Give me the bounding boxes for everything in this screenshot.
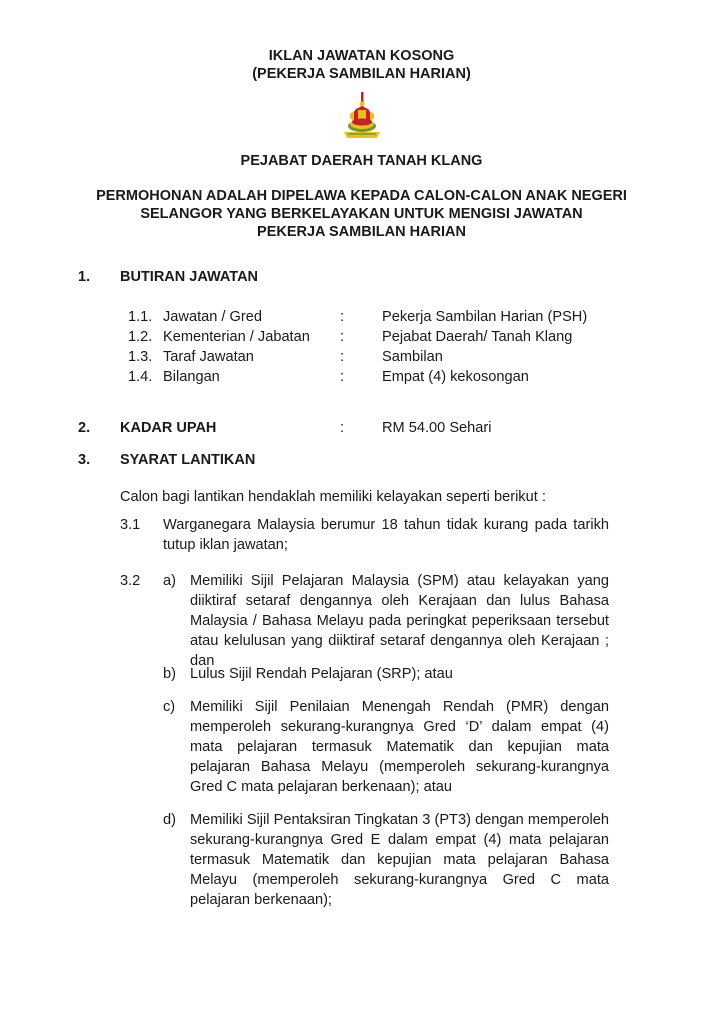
subitem-label: b) bbox=[163, 666, 176, 682]
section-1-title: BUTIRAN JAWATAN bbox=[120, 269, 259, 285]
document-title: IKLAN JAWATAN KOSONG bbox=[268, 48, 455, 64]
section-2-title: KADAR UPAH bbox=[120, 420, 217, 436]
row-label: Kementerian / Jabatan bbox=[163, 329, 310, 345]
row-separator: : bbox=[340, 309, 345, 325]
subitem-label: a) bbox=[163, 573, 176, 589]
row-value: Pekerja Sambilan Harian (PSH) bbox=[382, 309, 588, 325]
document-subtitle: (PEKERJA SAMBILAN HARIAN) bbox=[252, 66, 471, 82]
section-2-number: 2. bbox=[78, 420, 91, 436]
item-3-1-text: Warganegara Malaysia berumur 18 tahun tidak kurang pada tarikh tutup iklan jawatan; bbox=[163, 517, 609, 553]
office-heading: PEJABAT DAERAH TANAH KLANG bbox=[240, 153, 483, 169]
section-3-number: 3. bbox=[78, 452, 91, 468]
row-number: 1.4. bbox=[128, 369, 153, 385]
subitem-label: c) bbox=[163, 699, 176, 715]
row-separator: : bbox=[340, 349, 345, 365]
intro-line-1: PERMOHONAN ADALAH DIPELAWA KEPADA CALON-CALON ANAK NEGERI bbox=[96, 188, 627, 204]
subitem-text: Memiliki Sijil Pentaksiran Tingkatan 3 (PT3) dengan memperoleh sekurang-kurangnya Gred E dalam empat (4) mata pelajaran termasuk Matematik dan kepujian mata pelajaran Bahasa Melayu (memperoleh sekurang-kurangnya Gred C mata pelajaran berkenaan); bbox=[190, 812, 609, 908]
intro-line-2: SELANGOR YANG BERKELAYAKAN UNTUK MENGISI JAWATAN bbox=[140, 206, 583, 222]
row-label: Bilangan bbox=[163, 369, 220, 385]
subitem-text: Memiliki Sijil Pelajaran Malaysia (SPM) atau kelayakan yang diiktiraf setaraf dengannya oleh Kerajaan dan lulus Bahasa Malaysia / Bahasa Melayu pada peringkat peperiksaan tersebut atau kelulusan yang diiktiraf setaraf dengannya oleh Kerajaan ; dan bbox=[190, 573, 609, 669]
row-label: Taraf Jawatan bbox=[163, 349, 254, 365]
row-number: 1.1. bbox=[128, 309, 153, 325]
row-number: 1.3. bbox=[128, 349, 153, 365]
row-separator: : bbox=[340, 329, 345, 345]
wage-value: RM 54.00 Sehari bbox=[382, 420, 492, 436]
subitem-text: Memiliki Sijil Penilaian Menengah Rendah (PMR) dengan memperoleh sekurang-kurangnya Gred ‘D’ dalam empat (4) mata pelajaran termasuk Matematik dan kepujian mata pelajaran Bahasa Melayu (memperoleh sekurang-kurangnya Gred C mata pelajaran berkenaan); atau bbox=[190, 699, 609, 795]
row-label: Jawatan / Gred bbox=[163, 309, 262, 325]
selangor-crest-icon bbox=[340, 92, 384, 140]
intro-line-3: PEKERJA SAMBILAN HARIAN bbox=[257, 224, 466, 240]
row-separator: : bbox=[340, 369, 345, 385]
item-3-2-number: 3.2 bbox=[120, 573, 141, 589]
subitem-text: Lulus Sijil Rendah Pelajaran (SRP); atau bbox=[190, 666, 453, 682]
row-value: Sambilan bbox=[382, 349, 443, 365]
row-value: Pejabat Daerah/ Tanah Klang bbox=[382, 329, 573, 345]
item-3-1-number: 3.1 bbox=[120, 517, 141, 533]
wage-separator: : bbox=[340, 420, 345, 436]
row-value: Empat (4) kekosongan bbox=[382, 369, 529, 385]
row-number: 1.2. bbox=[128, 329, 153, 345]
subitem-label: d) bbox=[163, 812, 176, 828]
section-1-number: 1. bbox=[78, 269, 91, 285]
section-3-title: SYARAT LANTIKAN bbox=[120, 452, 256, 468]
requirements-intro: Calon bagi lantikan hendaklah memiliki kelayakan seperti berikut : bbox=[120, 489, 546, 505]
